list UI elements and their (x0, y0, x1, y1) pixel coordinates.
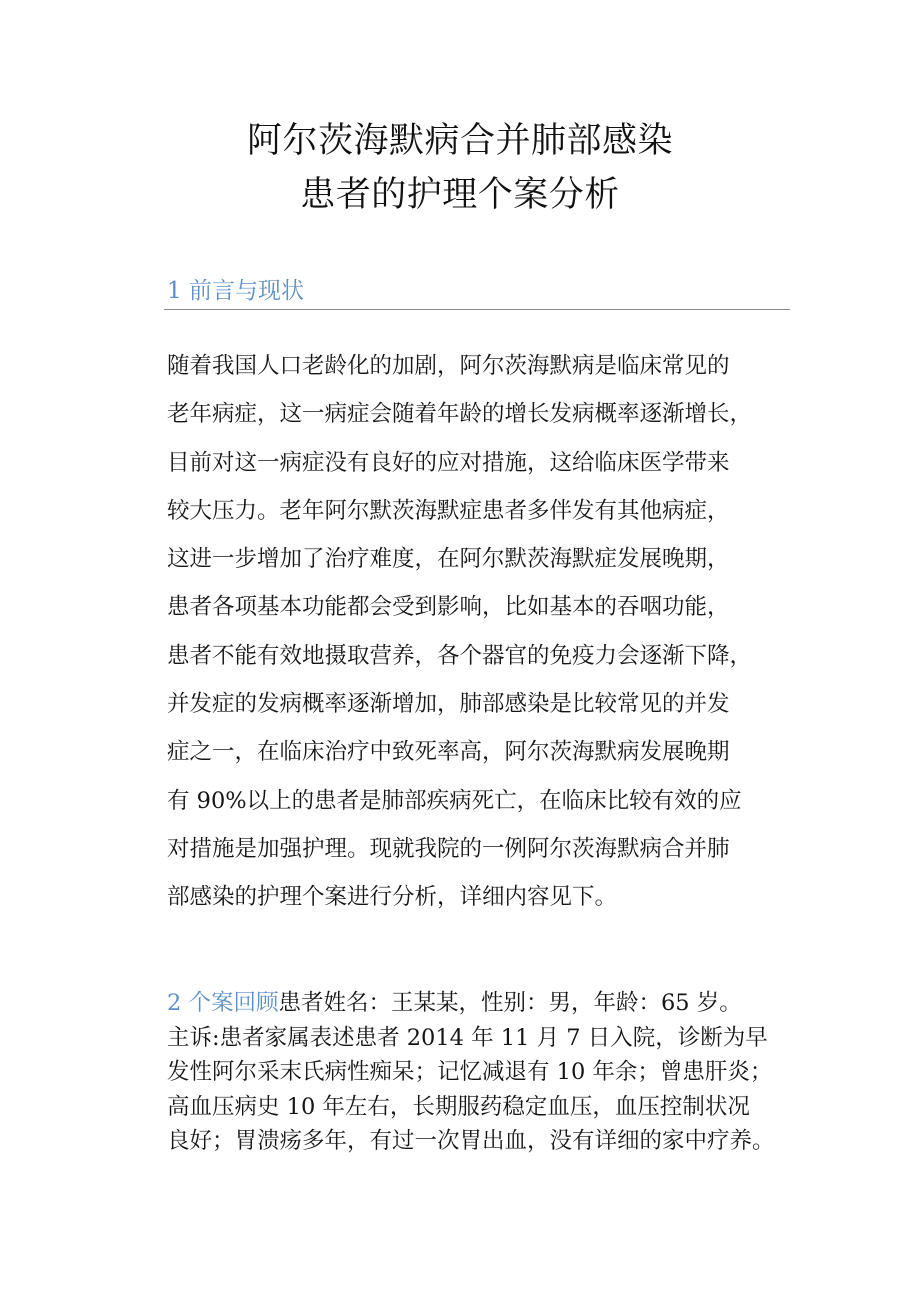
paragraph-line: 较大压力。老年阿尔默茨海默症患者多伴发有其他病症， (167, 497, 730, 524)
section-2-patient-info: 患者姓名：王某某，性别：男，年龄：65 岁。 (278, 990, 742, 1016)
paragraph-line: 随着我国人口老龄化的加剧，阿尔茨海默病是临床常见的 (167, 353, 730, 379)
paragraph-line: 有 90%以上的患者是肺部疾病死亡，在临床比较有效的应 (167, 787, 742, 814)
section-2-line: 发性阿尔采末氏病性痴呆；记忆减退有 10 年余；曾患肝炎； (167, 1059, 773, 1085)
section-1-heading: 1 前言与现状 (167, 278, 304, 304)
paragraph-line: 部感染的护理个案进行分析，详细内容见下。 (167, 884, 618, 911)
paragraph-line: 目前对这一病症没有良好的应对措施，这给临床医学带来 (167, 449, 730, 476)
paragraph-line: 患者不能有效地摄取营养，各个器官的免疫力会逐渐下降， (167, 642, 753, 669)
document-title-line-1: 阿尔茨海默病合并肺部感染 (246, 121, 673, 161)
section-2-block (167, 986, 807, 1159)
paragraph-line: 患者各项基本功能都会受到影响，比如基本的吞咽功能， (167, 594, 730, 621)
section-1-paragraph (167, 342, 797, 922)
section-2-heading: 2 个案回顾 (167, 990, 279, 1016)
document-title-line-2: 患者的护理个案分析 (300, 175, 620, 215)
section-2-line: 良好；胃溃疡多年，有过一次胃出血，没有详细的家中疗养。 (167, 1128, 775, 1154)
paragraph-line: 并发症的发病概率逐渐增加，肺部感染是比较常见的并发 (167, 691, 730, 718)
paragraph-line: 症之一，在临床治疗中致死率高，阿尔茨海默病发展晚期 (167, 739, 730, 766)
paragraph-line: 这进一步增加了治疗难度，在阿尔默茨海默症发展晚期， (167, 546, 730, 573)
section-2-first-line (167, 986, 807, 1021)
section-2-line: 高血压病史 10 年左右，长期服药稳定血压，血压控制状况 (167, 1093, 750, 1120)
section-2-line: 主诉:患者家属表述患者 2014 年 11 月 7 日入院，诊断为早 (167, 1024, 768, 1051)
paragraph-line: 老年病症，这一病症会随着年龄的增长发病概率逐渐增长， (167, 401, 753, 428)
section-1-heading-rule (164, 309, 790, 310)
paragraph-line: 对措施是加强护理。现就我院的一例阿尔茨海默病合并肺 (167, 835, 730, 862)
